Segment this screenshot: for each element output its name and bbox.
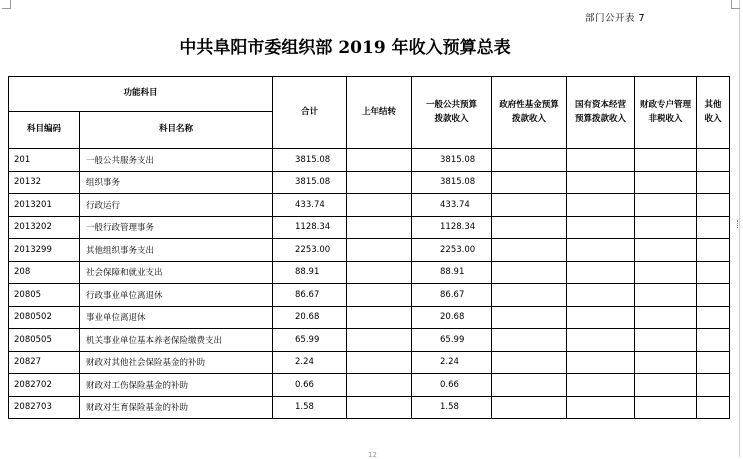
cell-other <box>697 396 730 419</box>
cell-general: 65.99 <box>412 329 492 352</box>
page-title: 中共阜阳市委组织部 2019 年收入预算总表 <box>179 38 511 58</box>
table-row <box>9 216 730 239</box>
cell-carryover <box>347 284 412 307</box>
cell-carryover <box>347 261 412 284</box>
form-number: 部门公开表 7 <box>585 13 646 24</box>
cell-gov-fund <box>492 239 567 262</box>
cell-other <box>697 284 730 307</box>
cell-state-capital <box>567 261 635 284</box>
cell-carryover <box>347 171 412 194</box>
header-special-account: 财政专户管理非税收入 <box>635 77 697 149</box>
cell-name: 一般行政管理事务 <box>80 216 273 239</box>
cell-other <box>697 171 730 194</box>
cell-other <box>697 194 730 217</box>
table-row <box>9 284 730 307</box>
cell-carryover <box>347 216 412 239</box>
header-gov-fund: 政府性基金预算拨款收入 <box>492 77 567 149</box>
crop-mark-right <box>731 0 740 9</box>
cell-general: 88.91 <box>412 261 492 284</box>
cell-code: 20827 <box>9 351 80 374</box>
cell-gov-fund <box>492 396 567 419</box>
cell-special <box>635 239 697 262</box>
cell-state-capital <box>567 374 635 397</box>
cell-code: 20132 <box>9 171 80 194</box>
cell-total: 3815.08 <box>273 149 347 172</box>
table-row <box>9 351 730 374</box>
cell-gov-fund <box>492 216 567 239</box>
crop-mark-left <box>2 0 11 9</box>
margin-marker <box>737 220 743 228</box>
cell-gov-fund <box>492 329 567 352</box>
cell-state-capital <box>567 149 635 172</box>
cell-gov-fund <box>492 284 567 307</box>
cell-state-capital <box>567 194 635 217</box>
header-row-1 <box>9 77 730 112</box>
cell-state-capital <box>567 284 635 307</box>
table-row <box>9 239 730 262</box>
cell-carryover <box>347 149 412 172</box>
cell-state-capital <box>567 239 635 262</box>
cell-gov-fund <box>492 171 567 194</box>
cell-carryover <box>347 239 412 262</box>
cell-state-capital <box>567 306 635 329</box>
cell-total: 1.58 <box>273 396 347 419</box>
cell-code: 2013201 <box>9 194 80 217</box>
cell-carryover <box>347 351 412 374</box>
table-row <box>9 194 730 217</box>
cell-total: 433.74 <box>273 194 347 217</box>
cell-code: 208 <box>9 261 80 284</box>
cell-code: 20805 <box>9 284 80 307</box>
cell-name: 社会保障和就业支出 <box>80 261 273 284</box>
cell-special <box>635 329 697 352</box>
cell-code: 201 <box>9 149 80 172</box>
header-func-subject: 功能科目 <box>9 77 273 112</box>
cell-other <box>697 374 730 397</box>
cell-special <box>635 374 697 397</box>
cell-special <box>635 149 697 172</box>
header-other-income: 其他收入 <box>697 77 730 149</box>
header-code: 科目编码 <box>9 112 80 149</box>
cell-special <box>635 396 697 419</box>
cell-name: 机关事业单位基本养老保险缴费支出 <box>80 329 273 352</box>
cell-other <box>697 351 730 374</box>
header-general-budget: 一般公共预算拨款收入 <box>412 77 492 149</box>
cell-special <box>635 284 697 307</box>
cell-other <box>697 306 730 329</box>
cell-total: 86.67 <box>273 284 347 307</box>
cell-special <box>635 194 697 217</box>
cell-general: 433.74 <box>412 194 492 217</box>
cell-state-capital <box>567 171 635 194</box>
cell-name: 一般公共服务支出 <box>80 149 273 172</box>
cell-gov-fund <box>492 194 567 217</box>
table-row <box>9 261 730 284</box>
cell-general: 2253.00 <box>412 239 492 262</box>
cell-other <box>697 329 730 352</box>
cell-code: 2080505 <box>9 329 80 352</box>
cell-total: 0.66 <box>273 374 347 397</box>
cell-total: 65.99 <box>273 329 347 352</box>
cell-general: 86.67 <box>412 284 492 307</box>
cell-carryover <box>347 194 412 217</box>
budget-table <box>8 76 730 419</box>
cell-gov-fund <box>492 149 567 172</box>
cell-special <box>635 306 697 329</box>
table-row <box>9 171 730 194</box>
cell-general: 0.66 <box>412 374 492 397</box>
page-marker: 12 <box>368 451 377 459</box>
table-row <box>9 329 730 352</box>
cell-carryover <box>347 306 412 329</box>
cell-total: 2253.00 <box>273 239 347 262</box>
cell-name: 财政对生育保险基金的补助 <box>80 396 273 419</box>
cell-total: 20.68 <box>273 306 347 329</box>
cell-gov-fund <box>492 374 567 397</box>
cell-state-capital <box>567 216 635 239</box>
header-carryover: 上年结转 <box>347 77 412 149</box>
cell-general: 2.24 <box>412 351 492 374</box>
cell-state-capital <box>567 329 635 352</box>
cell-code: 2082703 <box>9 396 80 419</box>
cell-name: 财政对其他社会保险基金的补助 <box>80 351 273 374</box>
header-name: 科目名称 <box>80 112 273 149</box>
cell-name: 事业单位离退休 <box>80 306 273 329</box>
cell-general: 20.68 <box>412 306 492 329</box>
table-row <box>9 396 730 419</box>
cell-carryover <box>347 374 412 397</box>
cell-total: 2.24 <box>273 351 347 374</box>
cell-general: 3815.08 <box>412 149 492 172</box>
cell-name: 其他组织事务支出 <box>80 239 273 262</box>
cell-name: 财政对工伤保险基金的补助 <box>80 374 273 397</box>
table-row <box>9 149 730 172</box>
cell-total: 88.91 <box>273 261 347 284</box>
cell-carryover <box>347 396 412 419</box>
cell-code: 2013299 <box>9 239 80 262</box>
cell-gov-fund <box>492 306 567 329</box>
cell-general: 3815.08 <box>412 171 492 194</box>
table-row <box>9 306 730 329</box>
cell-state-capital <box>567 351 635 374</box>
cell-name: 组织事务 <box>80 171 273 194</box>
cell-carryover <box>347 329 412 352</box>
cell-other <box>697 216 730 239</box>
cell-other <box>697 239 730 262</box>
cell-code: 2080502 <box>9 306 80 329</box>
cell-total: 3815.08 <box>273 171 347 194</box>
cell-code: 2013202 <box>9 216 80 239</box>
cell-code: 2082702 <box>9 374 80 397</box>
cell-gov-fund <box>492 351 567 374</box>
cell-name: 行政事业单位离退休 <box>80 284 273 307</box>
cell-general: 1128.34 <box>412 216 492 239</box>
cell-state-capital <box>567 396 635 419</box>
cell-total: 1128.34 <box>273 216 347 239</box>
cell-other <box>697 261 730 284</box>
cell-gov-fund <box>492 261 567 284</box>
cell-general: 1.58 <box>412 396 492 419</box>
header-total: 合计 <box>273 77 347 149</box>
cell-name: 行政运行 <box>80 194 273 217</box>
cell-special <box>635 216 697 239</box>
cell-other <box>697 149 730 172</box>
cell-special <box>635 351 697 374</box>
cell-special <box>635 171 697 194</box>
header-state-capital: 国有资本经营预算拨款收入 <box>567 77 635 149</box>
cell-special <box>635 261 697 284</box>
table-row <box>9 374 730 397</box>
